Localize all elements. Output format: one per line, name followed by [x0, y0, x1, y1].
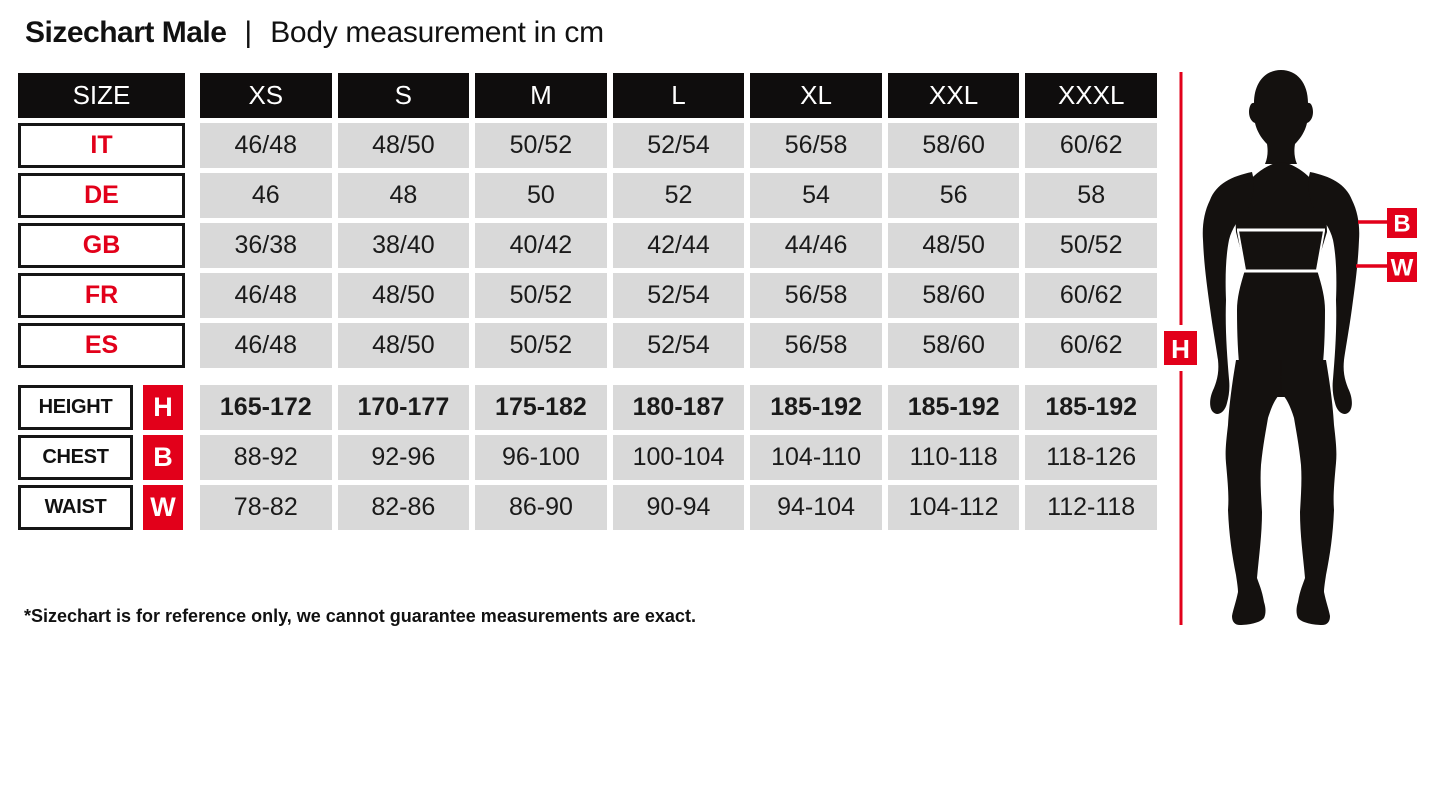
measurement-table [18, 385, 1157, 530]
size-col-header-xxxl: XXXL [1025, 73, 1157, 118]
size-value-cell: 52/54 [613, 323, 745, 368]
size-value-cell: 60/62 [1025, 273, 1157, 318]
title-main: Sizechart Male [25, 16, 227, 49]
height-marker [1164, 331, 1197, 365]
measurement-label: CHEST [18, 435, 133, 480]
measurement-value-cell: 118-126 [1025, 435, 1157, 480]
size-value-cell: 58/60 [888, 273, 1020, 318]
measurement-value-cell: 86-90 [475, 485, 607, 530]
height-marker-badge: H [143, 385, 183, 430]
size-value-cell: 50/52 [1025, 223, 1157, 268]
measurement-value-cell: 165-172 [200, 385, 332, 430]
size-col-header-l: L [613, 73, 745, 118]
size-value-cell: 50/52 [475, 323, 607, 368]
size-value-cell: 52/54 [613, 123, 745, 168]
measurement-value-cell: 96-100 [475, 435, 607, 480]
country-code-label: DE [18, 173, 185, 218]
height-line [1180, 371, 1183, 625]
measurement-value-cell: 185-192 [750, 385, 882, 430]
size-value-cell: 42/44 [613, 223, 745, 268]
measurement-value-cell: 170-177 [338, 385, 470, 430]
size-value-cell: 56/58 [750, 323, 882, 368]
measurement-value-cell: 185-192 [888, 385, 1020, 430]
male-body-silhouette [1203, 70, 1359, 625]
country-code-label: ES [18, 323, 185, 368]
waist-marker-label: W [1390, 254, 1414, 282]
height-marker-label: H [1171, 334, 1190, 364]
size-value-cell: 40/42 [475, 223, 607, 268]
title-separator: | [244, 16, 253, 49]
size-col-header-xxl: XXL [888, 73, 1020, 118]
size-value-cell: 50/52 [475, 123, 607, 168]
country-code-label: GB [18, 223, 185, 268]
height-line [1180, 72, 1183, 325]
chest-marker [1387, 208, 1417, 238]
title-subtitle: Body measurement in cm [270, 16, 604, 49]
measurement-label-group [18, 435, 194, 480]
measurement-value-cell: 180-187 [613, 385, 745, 430]
size-corner-header: SIZE [18, 73, 185, 118]
size-value-cell: 38/40 [338, 223, 470, 268]
size-value-cell: 60/62 [1025, 123, 1157, 168]
measurement-value-cell: 112-118 [1025, 485, 1157, 530]
size-table [18, 73, 1157, 368]
size-value-cell: 48/50 [338, 323, 470, 368]
size-value-cell: 46/48 [200, 323, 332, 368]
size-value-cell: 44/46 [750, 223, 882, 268]
measurement-value-cell: 175-182 [475, 385, 607, 430]
size-col-header-s: S [338, 73, 470, 118]
country-code-label: FR [18, 273, 185, 318]
size-value-cell: 52/54 [613, 273, 745, 318]
size-value-cell: 48/50 [888, 223, 1020, 268]
waist-marker-badge: W [143, 485, 183, 530]
size-col-header-xs: XS [200, 73, 332, 118]
measurement-value-cell: 82-86 [338, 485, 470, 530]
size-value-cell: 46/48 [200, 123, 332, 168]
waist-marker [1387, 252, 1417, 282]
measurement-value-cell: 78-82 [200, 485, 332, 530]
size-value-cell: 56/58 [750, 273, 882, 318]
size-value-cell: 58/60 [888, 323, 1020, 368]
measurement-value-cell: 90-94 [613, 485, 745, 530]
measurement-value-cell: 100-104 [613, 435, 745, 480]
page-title [25, 16, 604, 50]
size-col-header-m: M [475, 73, 607, 118]
size-value-cell: 58/60 [888, 123, 1020, 168]
measurement-label: HEIGHT [18, 385, 133, 430]
size-value-cell: 50 [475, 173, 607, 218]
size-value-cell: 56/58 [750, 123, 882, 168]
size-value-cell: 48 [338, 173, 470, 218]
size-value-cell: 48/50 [338, 273, 470, 318]
measurement-label: WAIST [18, 485, 133, 530]
measurement-value-cell: 185-192 [1025, 385, 1157, 430]
measurement-value-cell: 110-118 [888, 435, 1020, 480]
measurement-value-cell: 94-104 [750, 485, 882, 530]
size-col-header-xl: XL [750, 73, 882, 118]
body-figure [1150, 60, 1441, 660]
measurement-value-cell: 92-96 [338, 435, 470, 480]
size-value-cell: 56 [888, 173, 1020, 218]
size-value-cell: 50/52 [475, 273, 607, 318]
size-value-cell: 46/48 [200, 273, 332, 318]
measurement-label-group [18, 385, 194, 430]
measurement-value-cell: 88-92 [200, 435, 332, 480]
size-value-cell: 46 [200, 173, 332, 218]
size-value-cell: 58 [1025, 173, 1157, 218]
chest-marker-label: B [1393, 210, 1411, 238]
measurement-label-group [18, 485, 194, 530]
footnote: *Sizechart is for reference only, we cannot guarantee measurements are exact. [24, 606, 696, 626]
size-value-cell: 52 [613, 173, 745, 218]
size-value-cell: 54 [750, 173, 882, 218]
chest-marker-badge: B [143, 435, 183, 480]
size-value-cell: 48/50 [338, 123, 470, 168]
size-value-cell: 60/62 [1025, 323, 1157, 368]
size-value-cell: 36/38 [200, 223, 332, 268]
country-code-label: IT [18, 123, 185, 168]
measurement-value-cell: 104-110 [750, 435, 882, 480]
measurement-value-cell: 104-112 [888, 485, 1020, 530]
